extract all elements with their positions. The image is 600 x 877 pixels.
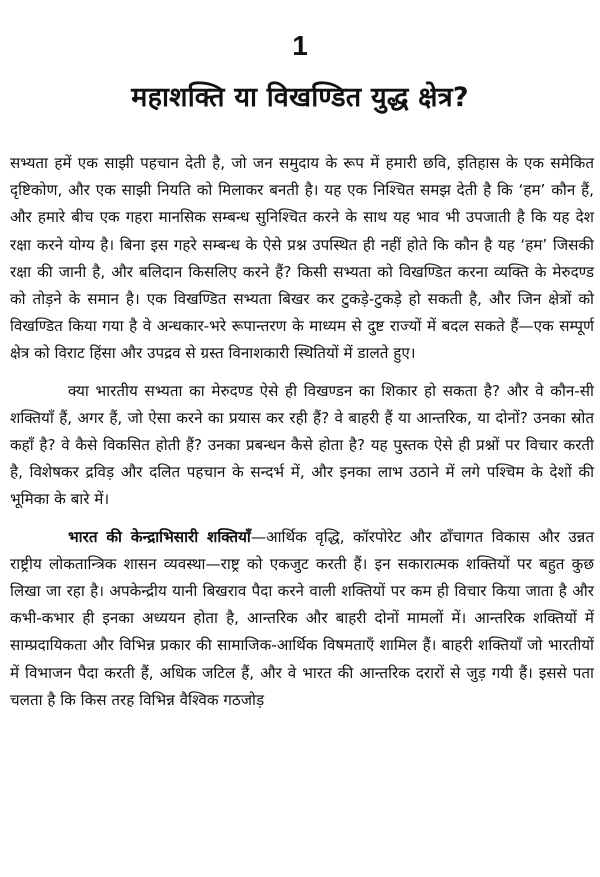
paragraph-1 (10, 150, 594, 368)
body-text (10, 150, 594, 714)
paragraph-2 (10, 378, 594, 514)
paragraph-1-text: सभ्यता हमें एक साझी पहचान देती है, जो जन समुदाय के रूप में हमारी छवि, इतिहास के एक समेकित दृष्टिकोण, और एक साझी नियति को मिलाकर बनती है। यह एक निश्चित समझ देती है कि ‘हम’ कौन हैं, और हमारे बीच एक गहरा मानसिक सम्बन्ध सुनिश्चित करने के साथ यह भाव भी उपजाती है कि यह देश रक्षा करने योग्य है। बिना इस गहरे सम्बन्ध के ऐसे प्रश्न उपस्थित ही नहीं होते कि कौन है यह ‘हम’ जिसकी रक्षा की जानी है, और बलिदान किसलिए करने हैं? किसी सभ्यता को विखण्डित करना व्यक्ति के मेरुदण्ड को तोड़ने के समान है। एक विखण्डित सभ्यता बिखर कर टुकड़े-टुकड़े हो सकती है, और जिन क्षेत्रों को विखण्डित किया गया है वे अन्धकार-भरे रूपान्तरण के माध्यम से दुष्ट राज्यों में बदल सकते हैं—एक सम्पूर्ण क्षेत्र को विराट हिंसा और उपद्रव से ग्रस्त विनाशकारी स्थितियों में डालते हुए। (10, 154, 594, 363)
chapter-number: 1 (292, 30, 308, 61)
paragraph-2-text: क्या भारतीय सभ्यता का मेरुदण्ड ऐसे ही विखण्डन का शिकार हो सकता है? और वे कौन-सी शक्तियाँ हैं, अगर हैं, जो ऐसा करने का प्रयास कर रही हैं? वे बाहरी हैं या आन्तरिक, या दोनों? उनका स्रोत कहाँ है? वे कैसे विकसित होती हैं? उनका प्रबन्धन कैसे होता है? यह पुस्तक ऐसे ही प्रश्नों पर विचार करती है, विशेषकर द्रविड़ और दलित पहचान के सन्दर्भ में, और इनका लाभ उठाने में लगे पश्चिम के देशों की भूमिका के बारे में। (10, 381, 594, 509)
paragraph-3 (10, 524, 594, 714)
paragraph-3-text: —आर्थिक वृद्धि, कॉरपोरेट और ढाँचागत विकास और उन्नत राष्ट्रीय लोकतान्त्रिक शासन व्यवस्था—राष्ट्र को एकजुट करती हैं। इन सकारात्मक शक्तियों पर बहुत कुछ लिखा जा रहा है। अपकेन्द्रीय यानी बिखराव पैदा करने वाली शक्तियों पर कम ही विचार किया जाता है और कभी-कभार ही इनका अध्ययन होता है, आन्तरिक और बाहरी दोनों मामलों में। आन्तरिक शक्तियों में साम्प्रदायिकता और विभिन्न प्रकार की सामाजिक-आर्थिक विषमताएँ शामिल हैं। बाहरी शक्तियाँ जो भारतीयों में विभाजन पैदा करती हैं, अधिक जटिल हैं, और वे भारत की आन्तरिक दरारों से जुड़ गयी हैं। इससे पता चलता है कि किस तरह विभिन्न वैश्विक गठजोड़ (10, 527, 594, 709)
chapter-title: महाशक्ति या विखण्डित युद्ध क्षेत्र? (131, 82, 469, 113)
paragraph-3-lead: भारत की केन्द्राभिसारी शक्तियाँ (68, 527, 251, 546)
